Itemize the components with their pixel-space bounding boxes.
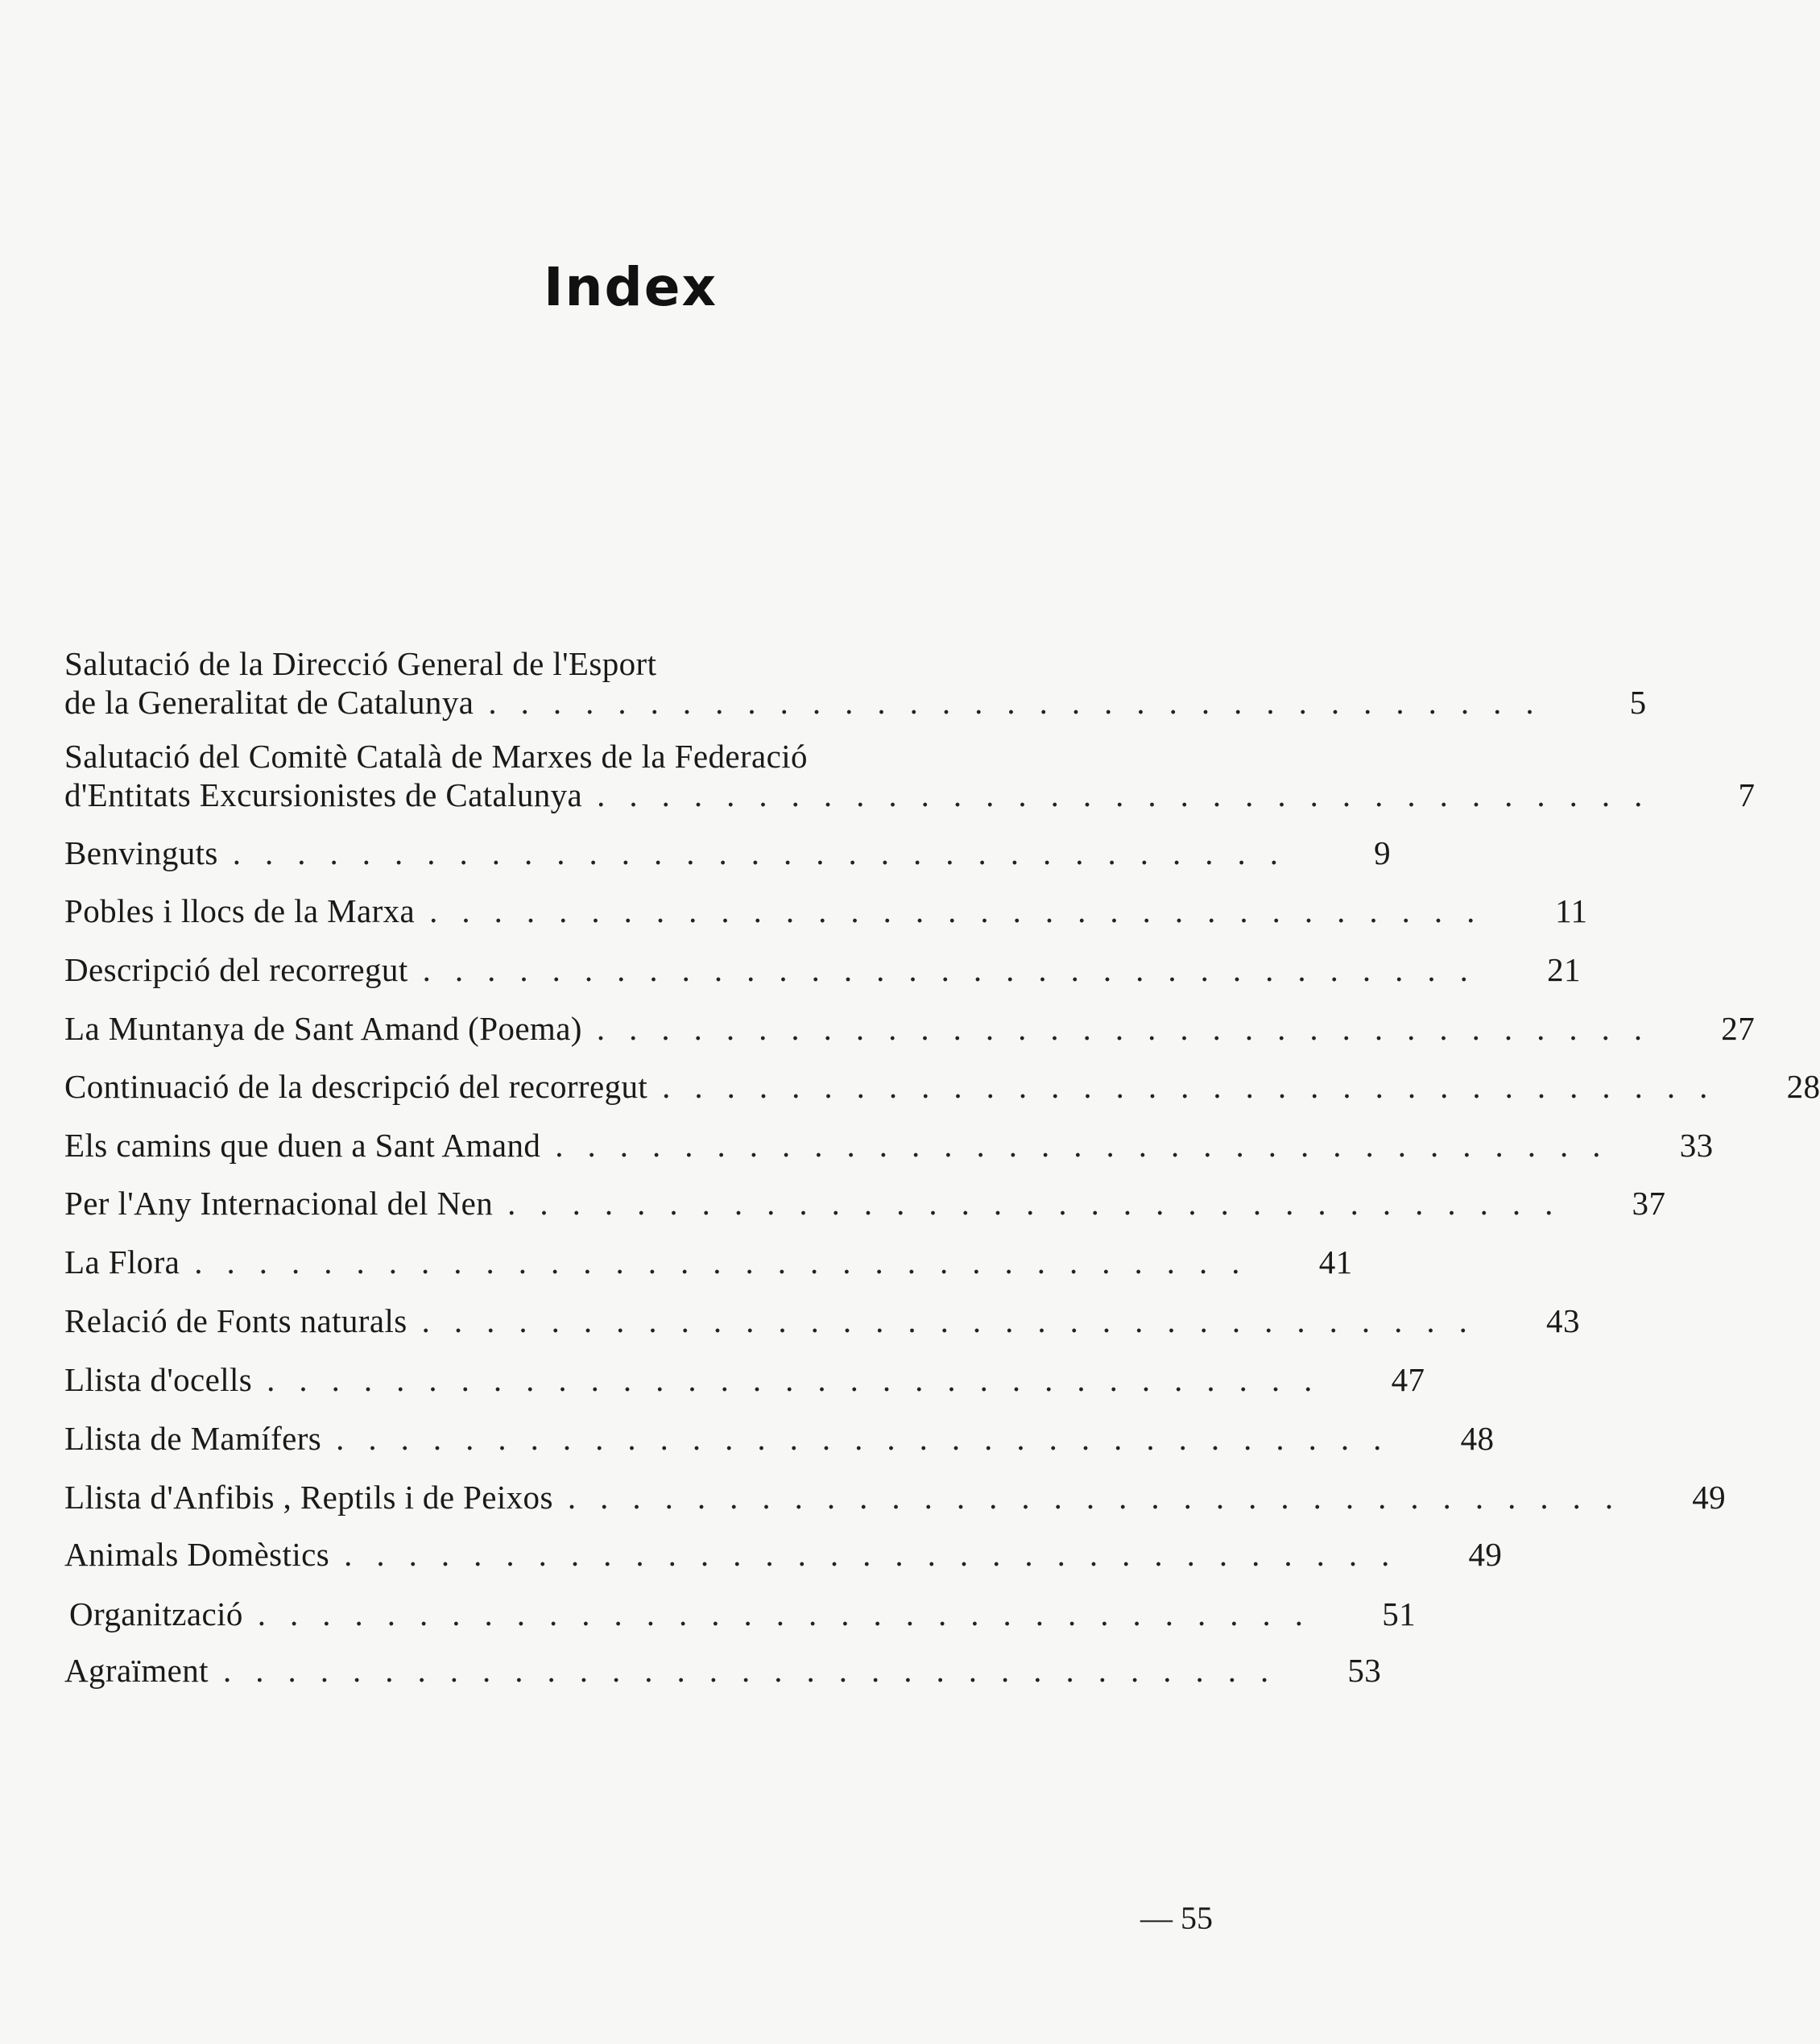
leader-dots: ................................. bbox=[344, 1536, 1414, 1573]
leader-dots: ................................. bbox=[555, 1127, 1625, 1164]
toc-entry bbox=[64, 892, 1588, 930]
toc-entry-page: 43 bbox=[1546, 1302, 1580, 1339]
toc-entry-title: Descripció del recorregut bbox=[64, 951, 408, 988]
leader-dots: ................................. bbox=[507, 1185, 1578, 1222]
toc-entry-page: 28 bbox=[1786, 1068, 1820, 1105]
toc-entry-page: 11 bbox=[1555, 892, 1588, 929]
toc-entry-page: 41 bbox=[1318, 1243, 1353, 1281]
toc-entry bbox=[64, 1478, 1727, 1516]
leader-dots: ................................. bbox=[267, 1361, 1337, 1398]
toc-entry-title: Organització bbox=[69, 1595, 243, 1632]
toc-entry-page: 9 bbox=[1374, 834, 1392, 871]
toc-entry-title: Benvinguts bbox=[64, 834, 218, 871]
leader-dots: ................................. bbox=[421, 1302, 1491, 1339]
toc-entry-title: Llista d'ocells bbox=[64, 1361, 253, 1398]
toc-entry bbox=[64, 1651, 1382, 1690]
toc-entry bbox=[64, 1184, 1666, 1223]
toc-entry-title: Pobles i llocs de la Marxa bbox=[64, 892, 416, 929]
toc-entry-title: Llista d'Anfibis , Reptils i de Peixos bbox=[64, 1479, 553, 1516]
leader-dots: ................................. bbox=[232, 834, 1303, 871]
toc-entry-page: 47 bbox=[1391, 1361, 1425, 1398]
toc-entry-title: Per l'Any Internacional del Nen bbox=[64, 1185, 494, 1222]
leader-dots: ................................. bbox=[336, 1420, 1406, 1457]
toc-entry-title: Llista de Mamífers bbox=[64, 1420, 322, 1457]
toc-entry bbox=[64, 1301, 1580, 1340]
toc-entry-title: Continuació de la descripció del recorregut bbox=[64, 1068, 648, 1105]
toc-entry-page: 5 bbox=[1629, 684, 1647, 721]
leader-dots: ................................. bbox=[567, 1479, 1638, 1516]
toc-entry bbox=[64, 644, 1647, 722]
toc-entry-page: 51 bbox=[1382, 1595, 1417, 1632]
toc-entry bbox=[64, 1009, 1756, 1048]
toc-entry-page: 33 bbox=[1679, 1127, 1714, 1164]
leader-dots: ................................. bbox=[194, 1243, 1264, 1281]
toc-entry-title: Els camins que duen a Sant Amand bbox=[64, 1127, 541, 1164]
leader-dots: ................................. bbox=[597, 776, 1667, 813]
toc-entry bbox=[69, 1595, 1417, 1633]
toc-entry-title: de la Generalitat de Catalunya bbox=[64, 684, 474, 721]
toc-entry-title: Relació de Fonts naturals bbox=[64, 1302, 407, 1339]
leader-dots: ................................. bbox=[222, 1652, 1293, 1689]
toc-entry-title: La Muntanya de Sant Amand (Poema) bbox=[64, 1010, 582, 1047]
toc-entry bbox=[64, 1067, 1820, 1106]
toc-entry bbox=[64, 1243, 1353, 1281]
toc-entry-page: 49 bbox=[1692, 1479, 1727, 1516]
toc-entry-line1: Salutació de la Direcció General de l'Esport bbox=[64, 645, 657, 682]
toc-entry-page: 27 bbox=[1721, 1010, 1756, 1047]
toc-entry-title: d'Entitats Excursionistes de Catalunya bbox=[64, 776, 583, 813]
toc-entry bbox=[64, 1419, 1495, 1458]
leader-dots: ................................. bbox=[488, 684, 1558, 721]
toc-entry bbox=[64, 1126, 1714, 1165]
toc-entry bbox=[64, 834, 1392, 872]
leader-dots: ................................. bbox=[662, 1068, 1732, 1105]
leader-dots: ................................. bbox=[257, 1595, 1328, 1632]
toc-entry-title: Animals Domèstics bbox=[64, 1536, 330, 1573]
toc-entry-page: 53 bbox=[1347, 1652, 1382, 1689]
toc-entry-page: 7 bbox=[1738, 776, 1756, 813]
leader-dots: ................................. bbox=[422, 951, 1492, 988]
toc-entry bbox=[64, 1360, 1425, 1399]
toc-entry-page: 49 bbox=[1468, 1536, 1503, 1573]
page-title: Index bbox=[543, 256, 718, 318]
leader-dots: ................................. bbox=[596, 1010, 1667, 1047]
toc-entry bbox=[64, 737, 1756, 814]
toc-entry bbox=[64, 950, 1581, 989]
page-number: — 55 bbox=[1140, 1900, 1213, 1936]
toc-entry-page: 21 bbox=[1547, 951, 1581, 988]
toc-entry bbox=[64, 1535, 1503, 1574]
toc-entry-title: Agraïment bbox=[64, 1652, 209, 1689]
toc-entry-line1: Salutació del Comitè Català de Marxes de la Federació bbox=[64, 738, 808, 775]
toc-entry-page: 48 bbox=[1460, 1420, 1495, 1457]
toc-entry-title: La Flora bbox=[64, 1243, 180, 1281]
toc-entry-page: 37 bbox=[1632, 1185, 1666, 1222]
leader-dots: ................................. bbox=[429, 892, 1499, 929]
